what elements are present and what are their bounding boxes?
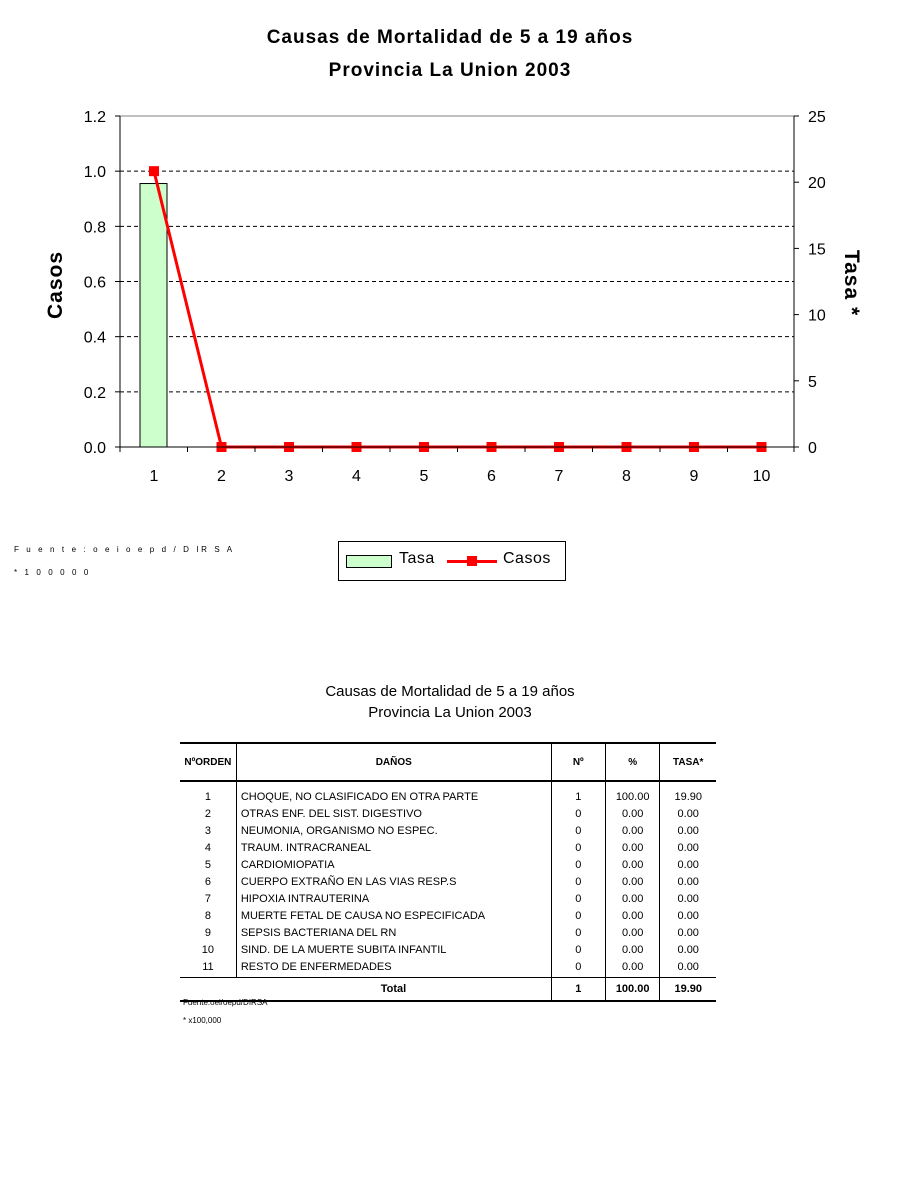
row-danos-cell: CUERPO EXTRAÑO EN LAS VIAS RESP.S	[236, 873, 551, 890]
row-danos-cell: RESTO DE ENFERMEDADES	[236, 958, 551, 978]
legend-tasa-label: Tasa	[399, 550, 435, 567]
row-n-cell: 0	[551, 822, 605, 839]
mortality-table	[180, 742, 716, 1002]
x-tick-label: 8	[622, 468, 631, 485]
row-n-cell: 0	[551, 856, 605, 873]
y-right-tick-label: 0	[808, 440, 817, 457]
row-tasa-cell: 0.00	[677, 926, 699, 939]
legend-casos-label: Casos	[503, 550, 551, 567]
table-row	[180, 890, 716, 907]
chart-source-note: F u e n t e : o e i o e p d / D IR S A	[14, 545, 235, 554]
chart-plot	[0, 0, 900, 520]
y-left-tick-label: 1.2	[83, 109, 106, 126]
table-row	[180, 805, 716, 822]
table-row	[180, 839, 716, 856]
y-axis-left-label: Casos	[44, 250, 67, 320]
table-scale-note: * x100,000	[183, 1016, 222, 1025]
row-pct-cell: 0.00	[605, 907, 660, 924]
row-danos-cell: CARDIOMIOPATIA	[236, 856, 551, 873]
row-tasa-cell: 0.00	[677, 909, 699, 922]
table-header-row	[180, 743, 716, 781]
table-source-note: Fuente:oei/oepd/DIRSA	[183, 998, 268, 1007]
y-right-tick-label: 20	[808, 175, 826, 193]
row-n-cell: 1	[551, 781, 605, 805]
row-tasa-cell: 0.00	[677, 875, 699, 888]
table-row	[180, 958, 716, 978]
row-orden-cell: 7	[180, 890, 236, 907]
row-pct-cell: 0.00	[605, 856, 660, 873]
table-row	[180, 781, 716, 805]
table-row	[180, 822, 716, 839]
chart-title: Causas de Mortalidad de 5 a 19 años	[266, 27, 634, 48]
row-tasa-cell: 0.00	[677, 824, 699, 837]
row-tasa-cell: 0.00	[677, 960, 699, 973]
table-row	[180, 924, 716, 941]
x-tick-label: 4	[352, 468, 361, 485]
x-tick-label: 6	[487, 468, 496, 485]
row-danos-cell: NEUMONIA, ORGANISMO NO ESPEC.	[236, 822, 551, 839]
row-orden-cell: 10	[180, 941, 236, 958]
row-orden-cell: 5	[180, 856, 236, 873]
legend-casos-marker	[467, 556, 477, 566]
row-danos-cell: MUERTE FETAL DE CAUSA NO ESPECIFICADA	[236, 907, 551, 924]
row-tasa-cell: 0.00	[677, 841, 699, 854]
y-axis-right-label: Tasa *	[840, 249, 863, 317]
chart-scale-note: * 1 0 0 0 0 0	[14, 568, 91, 577]
x-tick-label: 2	[217, 468, 226, 485]
row-orden-cell: 3	[180, 822, 236, 839]
row-pct-cell: 0.00	[605, 941, 660, 958]
header-danos: DAÑOS	[236, 743, 551, 781]
row-n-cell: 0	[551, 839, 605, 856]
row-pct-cell: 100.00	[605, 781, 660, 805]
row-danos-cell: SEPSIS BACTERIANA DEL RN	[236, 924, 551, 941]
row-orden-cell: 11	[180, 958, 236, 978]
y-right-tick-label: 15	[808, 241, 826, 259]
row-n-cell: 0	[551, 941, 605, 958]
x-tick-label: 9	[689, 468, 699, 485]
x-tick-label: 5	[419, 468, 429, 485]
y-left-tick-label: 0.2	[83, 384, 106, 402]
row-orden-cell: 8	[180, 907, 236, 924]
row-pct-cell: 0.00	[605, 890, 660, 907]
y-right-tick-label: 25	[808, 109, 826, 126]
table-row	[180, 873, 716, 890]
legend-tasa-swatch	[346, 555, 392, 568]
row-pct-cell: 0.00	[605, 839, 660, 856]
row-tasa-cell: 0.00	[677, 892, 699, 905]
row-danos-cell: CHOQUE, NO CLASIFICADO EN OTRA PARTE	[236, 781, 551, 805]
row-orden-cell: 4	[180, 839, 236, 856]
x-tick-label: 3	[284, 468, 294, 485]
tasa-bar	[140, 184, 167, 447]
row-n-cell: 0	[551, 873, 605, 890]
y-left-tick-label: 1.0	[83, 164, 106, 182]
header-n: Nº	[551, 743, 605, 781]
row-n-cell: 0	[551, 890, 605, 907]
y-left-tick-label: 0.8	[83, 219, 106, 237]
table-row	[180, 907, 716, 924]
table-row	[180, 856, 716, 873]
header-pct: %	[605, 743, 660, 781]
y-right-tick-label: 10	[808, 307, 826, 325]
row-orden-cell: 6	[180, 873, 236, 890]
x-tick-label: 7	[554, 468, 564, 485]
y-left-tick-label: 0.0	[83, 440, 106, 457]
row-pct-cell: 0.00	[605, 873, 660, 890]
table-row	[180, 941, 716, 958]
header-orden: NºORDEN	[180, 743, 236, 781]
chart-legend	[338, 541, 566, 581]
casos-marker	[149, 166, 159, 176]
row-danos-cell: OTRAS ENF. DEL SIST. DIGESTIVO	[236, 805, 551, 822]
row-pct-cell: 0.00	[605, 924, 660, 941]
row-n-cell: 0	[551, 958, 605, 978]
y-right-tick-label: 5	[808, 373, 817, 391]
chart-subtitle: Provincia La Union 2003	[328, 60, 572, 81]
x-tick-label: 10	[752, 468, 771, 485]
row-pct-cell: 0.00	[605, 822, 660, 839]
total-n: 1	[551, 978, 605, 1002]
row-tasa-cell: 0.00	[677, 943, 699, 956]
row-tasa-cell: 0.00	[677, 807, 699, 820]
row-pct-cell: 0.00	[605, 958, 660, 978]
row-tasa-cell: 0.00	[677, 858, 699, 871]
table-title: Causas de Mortalidad de 5 a 19 años	[325, 683, 575, 700]
row-pct-cell: 0.00	[605, 805, 660, 822]
row-orden-cell: 1	[180, 781, 236, 805]
row-danos-cell: TRAUM. INTRACRANEAL	[236, 839, 551, 856]
row-orden-cell: 2	[180, 805, 236, 822]
table-subtitle: Provincia La Union 2003	[368, 704, 532, 721]
total-label: Total	[236, 978, 551, 1002]
row-n-cell: 0	[551, 924, 605, 941]
x-tick-label: 1	[149, 468, 159, 485]
row-n-cell: 0	[551, 907, 605, 924]
row-tasa-cell: 19.90	[674, 790, 702, 803]
row-orden-cell: 9	[180, 924, 236, 941]
header-tasa: TASA*	[660, 743, 716, 781]
y-left-tick-label: 0.6	[83, 274, 106, 292]
row-danos-cell: SIND. DE LA MUERTE SUBITA INFANTIL	[236, 941, 551, 958]
total-pct: 100.00	[605, 978, 660, 1002]
total-tasa: 19.90	[660, 978, 716, 1002]
row-danos-cell: HIPOXIA INTRAUTERINA	[236, 890, 551, 907]
y-left-tick-label: 0.4	[83, 329, 106, 347]
row-n-cell: 0	[551, 805, 605, 822]
